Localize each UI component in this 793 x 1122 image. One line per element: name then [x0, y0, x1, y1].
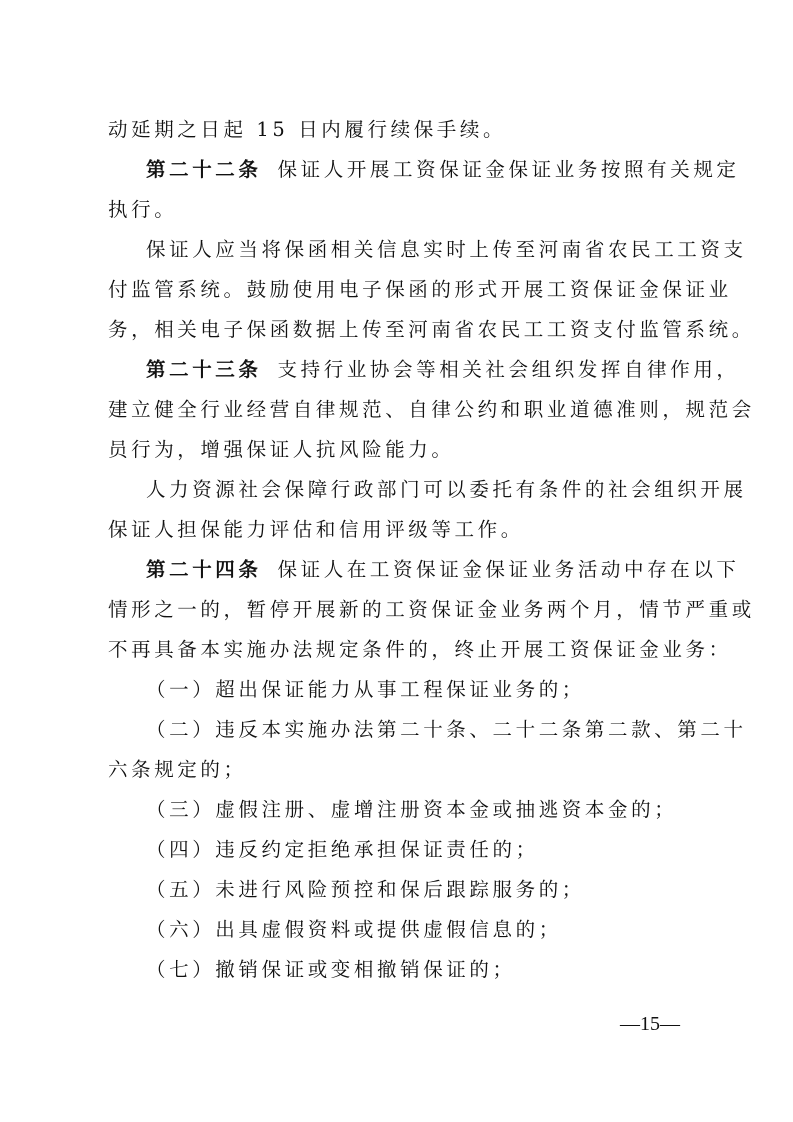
article-22-line: [146, 158, 740, 182]
list-item-4: （四）违反约定拒绝承担保证责任的；: [146, 838, 539, 861]
list-item-6: （六）出具虚假资料或提供虚假信息的；: [146, 918, 562, 941]
article-22-title: 第二十二条: [146, 158, 262, 181]
text-line-1: 动延期之日起 15 日内履行续保手续。: [108, 118, 507, 141]
list-item-3: （三）虚假注册、虚增注册资本金或抽逃资本金的；: [146, 798, 678, 821]
text-line-9: 保证人担保能力评估和信用评级等工作。: [108, 518, 524, 541]
list-item-1: （一）超出保证能力从事工程保证业务的；: [146, 678, 585, 701]
page-number: —15—: [620, 1013, 680, 1035]
text-line-5: 务，相关电子保函数据上传至河南省农民工工资支付监管系统。: [108, 318, 755, 341]
article-22-text: 保证人开展工资保证金保证业务按照有关规定: [277, 158, 740, 181]
text-line-8: 人力资源社会保障行政部门可以委托有条件的社会组织开展: [146, 478, 747, 501]
list-item-2: （二）违反本实施办法第二十条、二十二条第二款、第二十: [146, 718, 747, 741]
list-item-2-cont: 六条规定的；: [108, 758, 247, 781]
text-line-10: 情形之一的，暂停开展新的工资保证金业务两个月，情节严重或: [108, 598, 755, 621]
article-24-text: 保证人在工资保证金保证业务活动中存在以下: [277, 558, 740, 581]
article-24-line: [146, 558, 740, 582]
article-24-title: 第二十四条: [146, 558, 262, 581]
text-line-2: 执行。: [108, 198, 178, 221]
article-23-line: [146, 358, 740, 382]
list-item-7: （七）撤销保证或变相撤销保证的；: [146, 958, 516, 981]
article-23-text: 支持行业协会等相关社会组织发挥自律作用，: [277, 358, 740, 381]
text-line-4: 付监管系统。鼓励使用电子保函的形式开展工资保证金保证业: [108, 278, 732, 301]
article-23-title: 第二十三条: [146, 358, 262, 381]
text-line-7: 员行为，增强保证人抗风险能力。: [108, 438, 455, 461]
text-line-3: 保证人应当将保函相关信息实时上传至河南省农民工工资支: [146, 238, 747, 261]
list-item-5: （五）未进行风险预控和保后跟踪服务的；: [146, 878, 585, 901]
text-line-11: 不再具备本实施办法规定条件的，终止开展工资保证金业务：: [108, 638, 732, 661]
text-line-6: 建立健全行业经营自律规范、自律公约和职业道德准则，规范会: [108, 398, 755, 421]
